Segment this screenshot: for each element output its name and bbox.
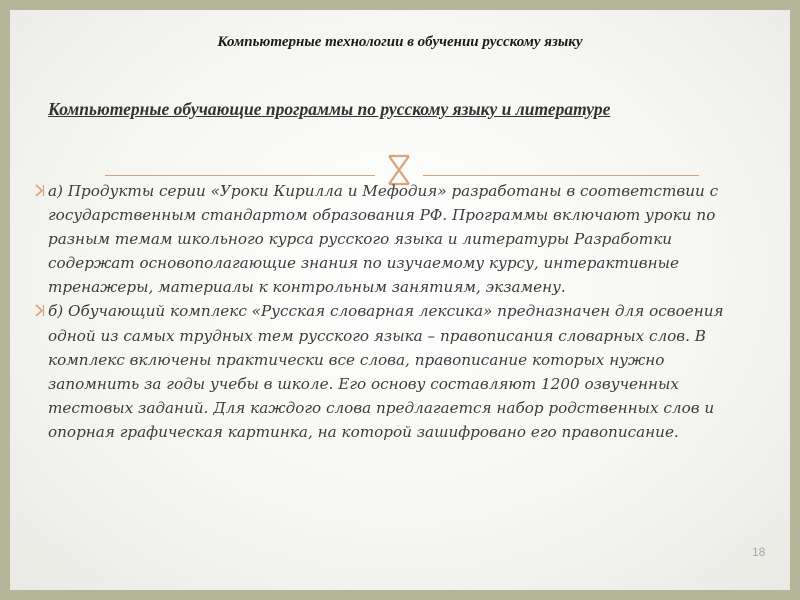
- divider-line-right: [423, 175, 699, 176]
- bullet-icon: [34, 304, 45, 317]
- paragraph-a: [34, 179, 734, 299]
- slide-heading: Компьютерные обучающие программы по русскому языку и литературе: [48, 99, 611, 119]
- bullet-icon: [34, 184, 45, 197]
- slide-top-title: Компьютерные технологии в обучении русскому языку: [217, 34, 583, 50]
- slide: [10, 10, 790, 590]
- paragraph-b: [34, 299, 734, 444]
- paragraph-a-text: а) Продукты серии «Уроки Кирилла и Мефодия» разработаны в соответствии с государственным стандартом образования РФ. Программы включают уроки по разным темам школьного курса русского языка и литературы Разработки содержат основополагающие знания по изучаемому курсу, интерактивные тренажеры, материалы к контрольным занятиям, экзамену.: [48, 182, 719, 297]
- divider-line-left: [105, 175, 375, 176]
- body-text: [34, 179, 734, 444]
- page-number: 18: [752, 545, 766, 559]
- paragraph-b-text: б) Обучающий комплекс «Русская словарная лексика» предназначен для освоения одной из самых трудных тем русского языка – правописания словарных слов. В комплекс включены практически все слова, правописание которых нужно запомнить за годы учебы в школе. Его основу составляют 1200 озвученных тестовых заданий. Для каждого слова предлагается набор родственных слов и опорная графическая картинка, на которой зашифровано его правописание.: [48, 302, 724, 441]
